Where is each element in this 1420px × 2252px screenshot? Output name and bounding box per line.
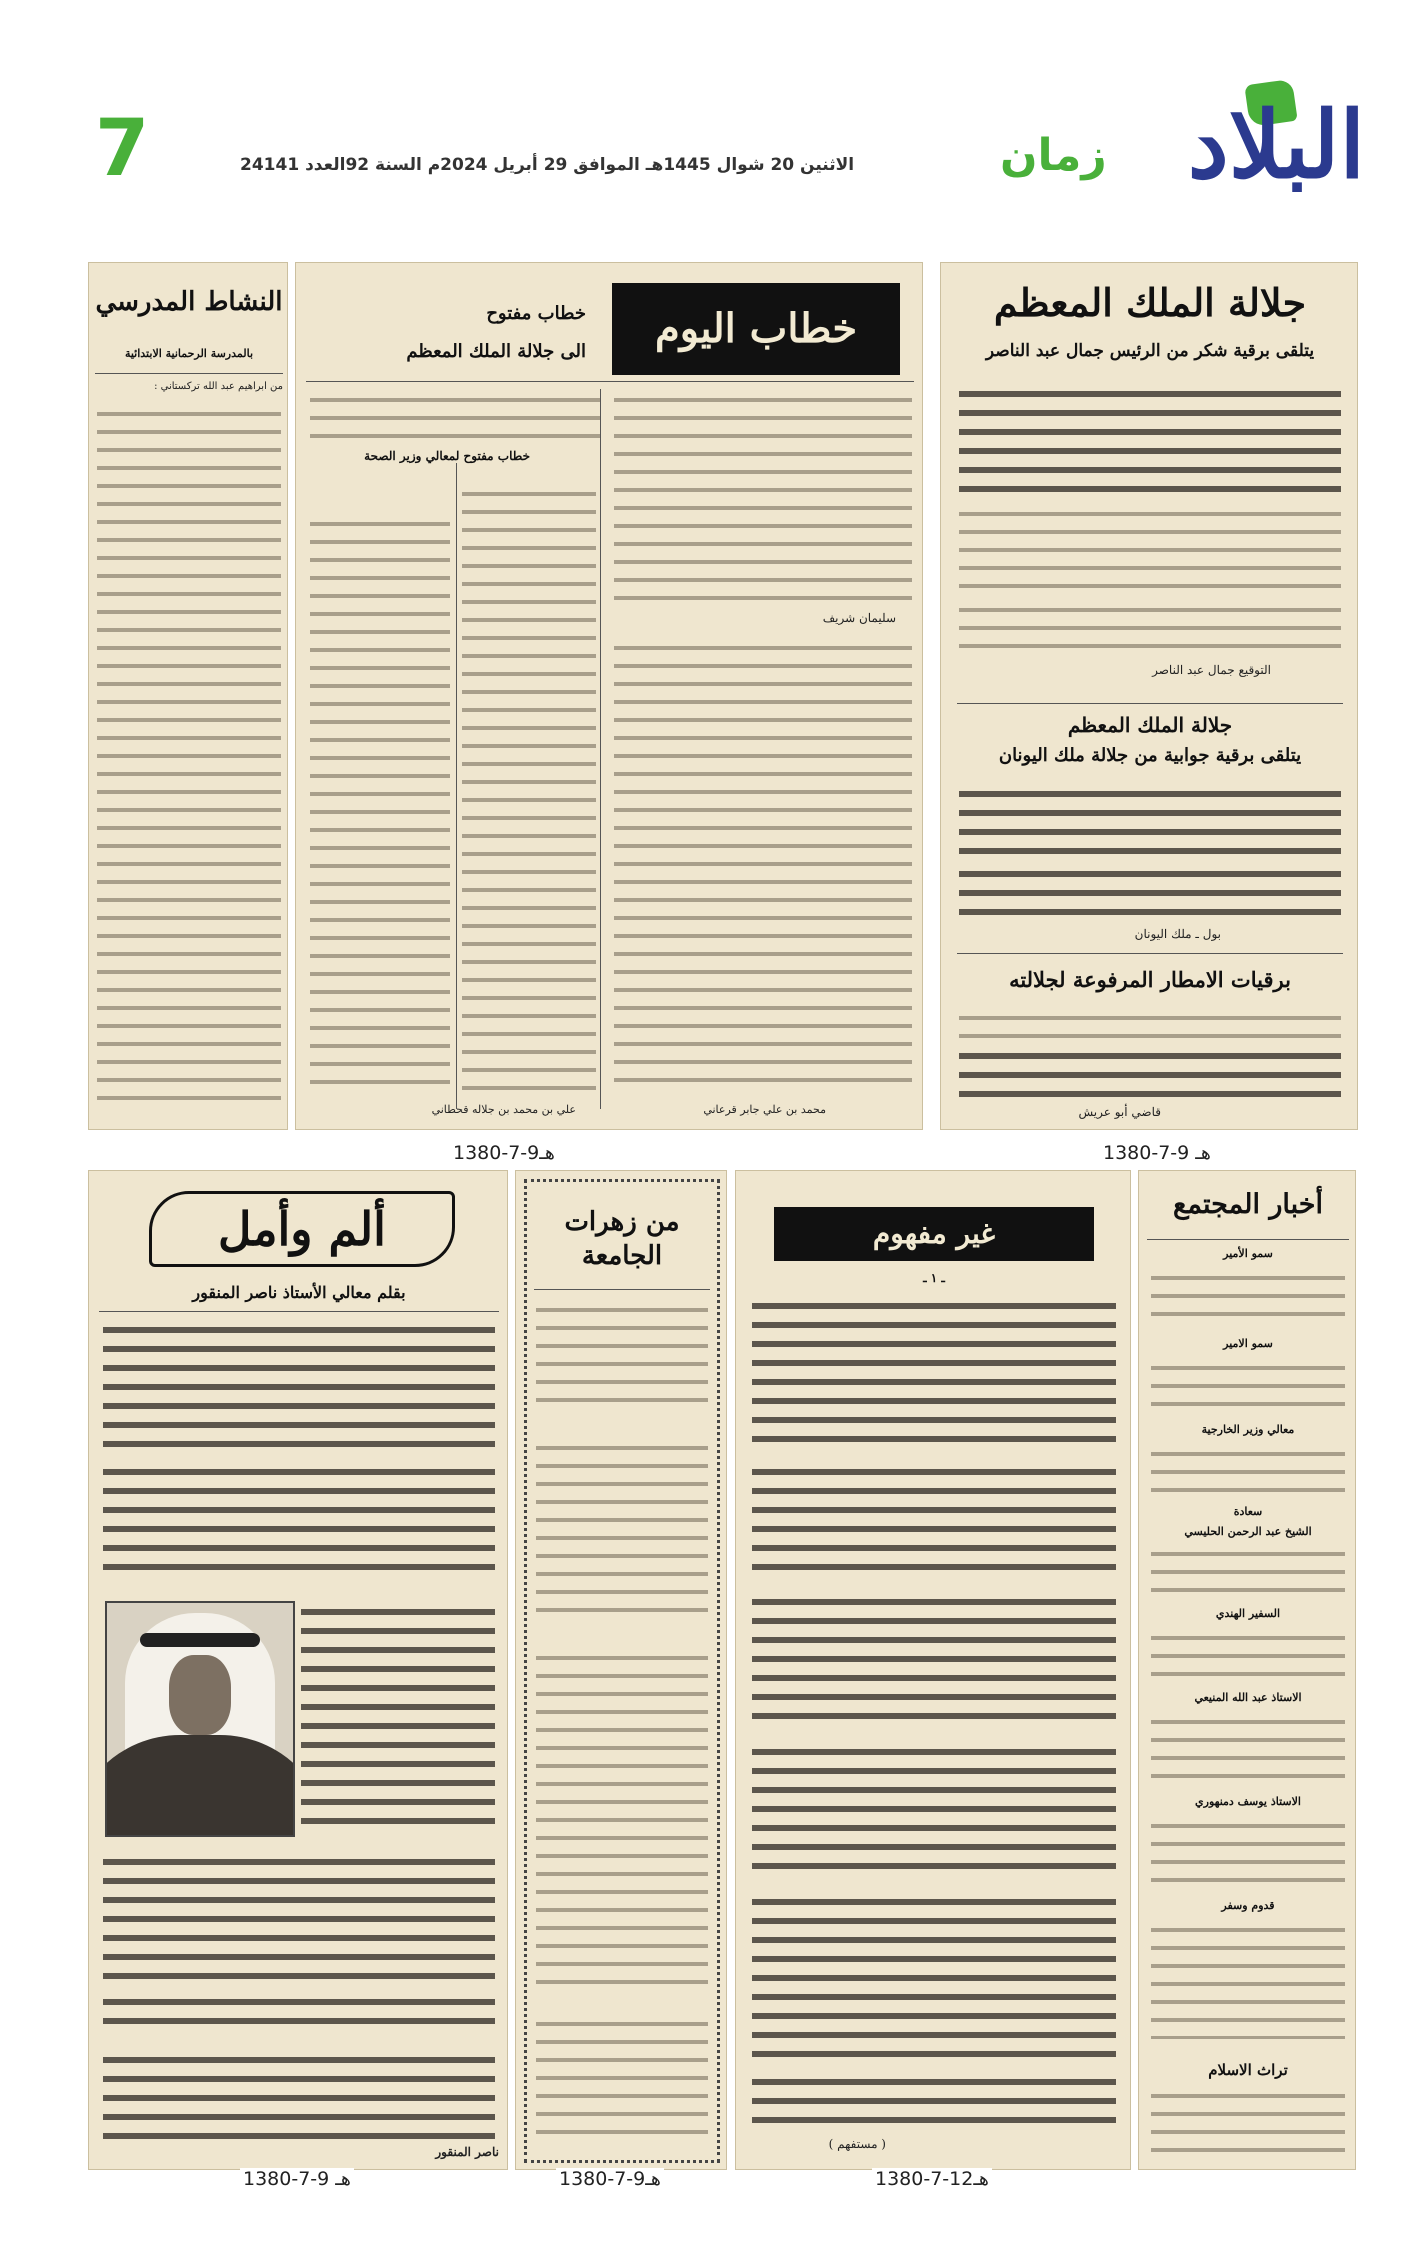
society-item: سمو الامير [1223,1337,1273,1350]
text-block [752,1741,1116,1874]
column-divider [456,463,457,1109]
text-block [1151,1919,1345,2039]
society-item: الشيخ عبد الرحمن الحليسي [1184,1525,1312,1538]
text-block [103,2049,495,2144]
text-block [103,1319,495,1452]
clipping-school-headline: النشاط المدرسي [95,287,283,317]
column-divider [600,389,601,1109]
clipping-school-sub: بالمدرسة الرحمانية الابتدائية [124,347,254,360]
text-block [959,599,1341,659]
text-block [536,1647,708,1987]
clipping-king-sub1: يتلقى برقية شكر من الرئيس جمال عبد الناصر [985,341,1315,361]
clipping-alam-byline: بقلم معالي الأستاذ ناصر المنقور [192,1283,406,1302]
divider [306,381,914,382]
text-block [1151,1815,1345,1885]
date-stamp: 1380-7-9 هـ [1100,1142,1214,1164]
clipping-king-sub3: يتلقى برقية جوابية من جلالة ملك اليونان [998,745,1302,766]
text-block [959,783,1341,859]
text-block [462,483,596,1093]
text-block [959,863,1341,920]
photo-agal [140,1633,260,1647]
clipping-king-sub4: برقيات الامطار المرفوعة لجلالته [1009,967,1291,992]
text-block [614,637,912,1093]
divider [957,703,1343,704]
divider [99,1311,499,1312]
society-item: الاستاذ يوسف دمنهوري [1195,1795,1301,1808]
text-block [1151,1627,1345,1679]
clipping-ghayr [735,1170,1131,2170]
text-block [103,1991,495,2029]
author-photo [105,1601,295,1837]
society-item: قدوم وسفر [1221,1899,1275,1912]
society-item: تراث الاسلام [1208,2061,1288,2079]
text-block [1151,1543,1345,1595]
text-block [752,1461,1116,1575]
text-block [1151,2085,1345,2155]
clipping-khitab-col-title: خطاب مفتوح لمعالي وزير الصحة [364,449,530,463]
society-item: الاستاذ عبد الله المنيعي [1194,1691,1302,1704]
text-block [752,1891,1116,2062]
signature: ناصر المنقور [435,2145,499,2159]
divider [957,953,1343,954]
page-number: 7 [95,104,150,194]
text-block [959,503,1341,593]
date-stamp: 1380-7-9هـ [556,2168,664,2190]
text-block [310,389,600,445]
signature: قاضي أبو عريش [1078,1105,1161,1119]
date-stamp: 1380-7-12هـ [872,2168,992,2190]
clipping-society-headline: أخبار المجتمع [1173,1189,1323,1220]
divider [1147,1239,1349,1240]
clipping-alam [88,1170,508,2170]
society-item: سعادة [1233,1505,1263,1518]
text-block [752,1591,1116,1724]
logo-text: البلاد [1187,91,1365,199]
text-block [103,1851,495,1984]
text-block [536,1437,708,1617]
signature: ( مستفهم ) [828,2137,886,2151]
text-block [1151,1443,1345,1495]
clipping-ghayr-number: ـ ١ ـ [923,1271,945,1285]
clipping-king [940,262,1358,1130]
clipping-society [1138,1170,1356,2170]
sender: سليمان شريف [822,611,896,625]
text-block [1151,1357,1345,1409]
clipping-school [88,262,288,1130]
clipping-king-headline: جلالة الملك المعظم [993,280,1307,325]
society-item: سمو الأمير [1223,1247,1273,1260]
date-stamp: 1380-7-9هـ [450,1142,558,1164]
clipping-khitab-title2: الى جلالة الملك المعظم [406,341,586,362]
clipping-king-sub2: جلالة الملك المعظم [1067,713,1233,737]
photo-thobe [105,1735,295,1837]
newspaper-logo [1120,90,1365,199]
clipping-khitab-banner: خطاب اليوم [612,283,900,375]
text-block [752,2071,1116,2128]
photo-face [169,1655,231,1735]
text-block [959,383,1341,497]
text-block [1151,1711,1345,1781]
text-block [959,1045,1341,1102]
text-block [1151,1267,1345,1319]
society-item: السفير الهندي [1215,1607,1281,1620]
text-block [959,1007,1341,1043]
section-title: زمان [1000,130,1107,181]
clipping-alam-headline: ألم وأمل [149,1191,455,1267]
clipping-ghayr-banner: غير مفهوم [774,1207,1094,1261]
text-block [536,1299,708,1409]
byline: محمد بن علي جابر قرعاني [703,1103,826,1116]
divider [534,1289,710,1290]
text-block [614,389,912,604]
text-block [752,1295,1116,1447]
clipping-zahrat-headline: من زهرات الجامعة [564,1207,680,1271]
society-item: معالي وزير الخارجية [1201,1423,1295,1436]
divider [95,373,283,374]
clipping-school-by: من ابراهيم عبد الله تركستاني : [154,381,283,392]
text-block [97,403,281,1113]
signature: بول ـ ملك اليونان [1134,927,1221,941]
text-block [536,2013,708,2143]
clipping-khitab [295,262,923,1130]
date-stamp: 1380-7-9 هـ [240,2168,354,2190]
dateline: الاثنين 20 شوال 1445هـ الموافق 29 أبريل 2024م السنة 92العدد 24141 [240,155,855,175]
text-block [310,513,450,1093]
clipping-khitab-title: خطاب مفتوح [486,303,586,324]
signature: التوقيع جمال عبد الناصر [1152,663,1271,677]
byline: علي بن محمد بن جلاله قحطاني [431,1103,576,1116]
text-block [103,1461,495,1575]
clipping-zahrat [515,1170,727,2170]
text-block [301,1601,495,1829]
